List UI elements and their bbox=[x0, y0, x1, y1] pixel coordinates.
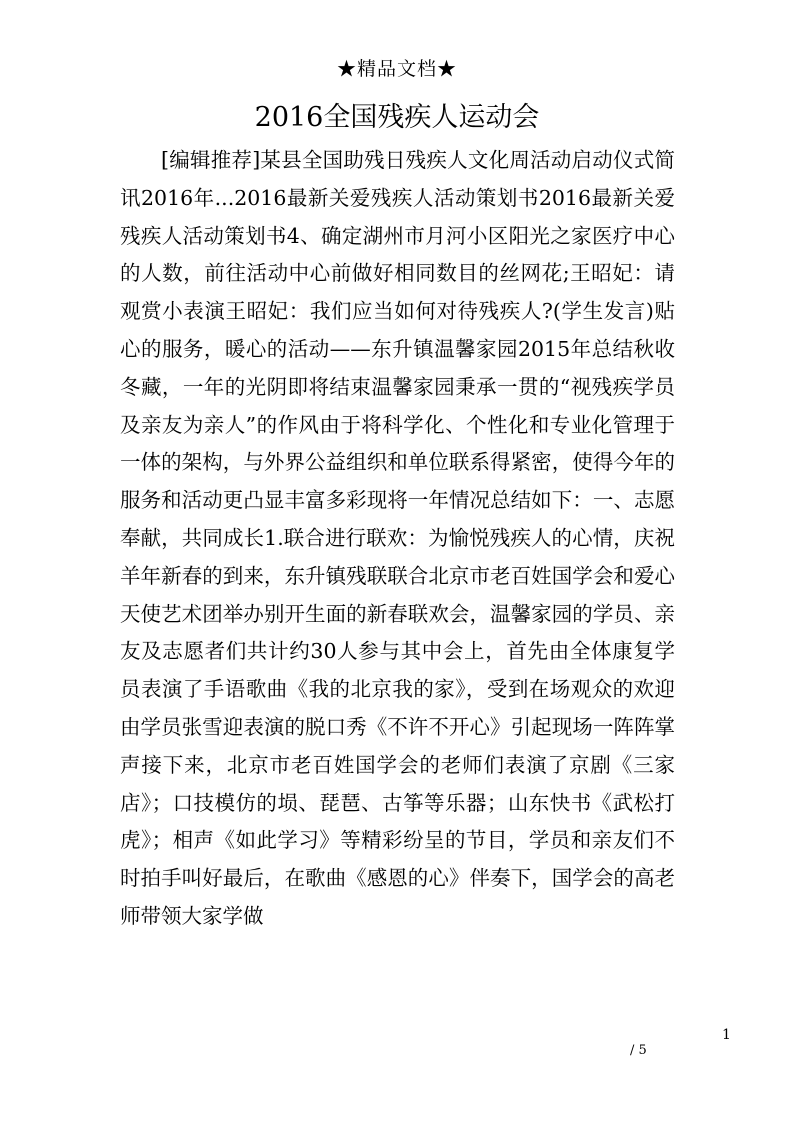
document-title: 2016全国残疾人运动会 bbox=[254, 102, 540, 133]
page-number: 1 bbox=[722, 1027, 731, 1043]
body-paragraph: [编辑推荐]某县全国助残日残疾人文化周活动启动仪式简讯2016年...2016最新关爱残疾人活动策划书2016最新关爱残疾人活动策划书4、确定湖州市月河小区阳光之家医疗中心的人数，前往活动中心前做好相同数目的丝网花;王昭妃：请观赏小表演王昭妃：我们应当如何对待残疾人?(学生发言)贴心的服务，暖心的活动——东升镇温馨家园2015年总结秋收冬藏，一年的光阴即将结束温馨家园秉承一贯的“视残疾学员及亲友为亲人”的作风由于将科学化、个性化和专业化管理于一体的架构，与外界公益组织和单位联系得紧密，使得今年的服务和活动更凸显丰富多彩现将一年情况总结如下：一、志愿奉献，共同成长1.联合进行联欢：为愉悦残疾人的心情，庆祝羊年新春的到来，东升镇残联联合北京市老百姓国学会和爱心天使艺术团举办别开生面的新春联欢会，温馨家园的学员、亲友及志愿者们共计约30人参与其中会上，首先由全体康复学员表演了手语歌曲《我的北京我的家》，受到在场观众的欢迎由学员张雪迎表演的脱口秀《不许不开心》引起现场一阵阵掌声接下来，北京市老百姓国学会的老师们表演了京剧《三家店》；口技模仿的埙、琵琶、古筝等乐器；山东快书《武松打虎》；相声《如此学习》等精彩纷呈的节目，学员和亲友们不时拍手叫好最后，在歌曲《感恩的心》伴奏下，国学会的高老师带领大家学做 bbox=[120, 148, 675, 928]
page-count: / 5 bbox=[630, 1043, 647, 1058]
document-header: ★精品文档★ bbox=[336, 58, 457, 80]
